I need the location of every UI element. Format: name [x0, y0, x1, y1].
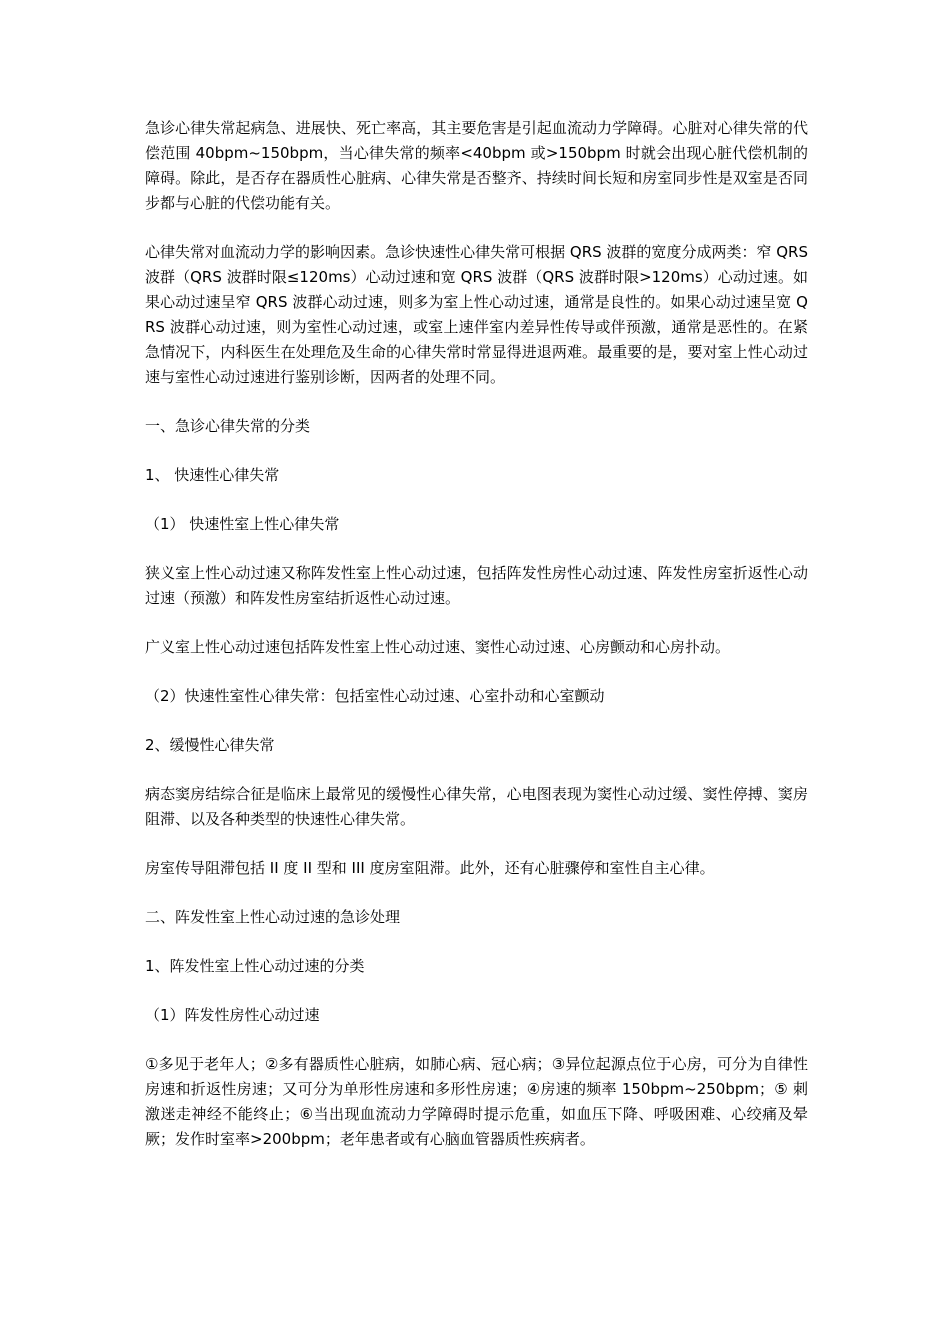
paragraph-qrs: 心律失常对血流动力学的影响因素。急诊快速性心律失常可根据 QRS 波群的宽度分成两类：窄 QRS 波群（QRS 波群时限≤120ms）心动过速和宽 QRS 波群（QRS 波群时限>120ms）心动过速。如果心动过速呈窄 QRS 波群心动过速，则多为室上性心动过速，通常是良性的。如果心动过速呈宽 QRS 波群心动过速，则为室性心动过速，或室上速伴室内差异性传导或伴预激，通常是恶性的。在紧急情况下，内科医生在处理危及生命的心律失常时常显得进退两难。最重要的是，要对室上性心动过速与室性心动过速进行鉴别诊断，因两者的处理不同。 — [145, 243, 808, 386]
heading-classification: 一、急诊心律失常的分类 — [145, 417, 311, 435]
heading-psvt-classification: 1、阵发性室上性心动过速的分类 — [145, 957, 365, 975]
paragraph-av-block: 房室传导阻滞包括 II 度 II 型和 III 度房室阻滞。此外，还有心脏骤停和室性自主心律。 — [145, 859, 715, 877]
heading-bradyarrhythmia: 2、缓慢性心律失常 — [145, 736, 275, 754]
heading-ventricular: （2）快速性室性心律失常：包括室性心动过速、心室扑动和心室颤动 — [145, 687, 605, 705]
paragraph-sick-sinus: 病态窦房结综合征是临床上最常见的缓慢性心律失常，心电图表现为窦性心动过缓、窦性停搏、窦房阻滞、以及各种类型的快速性心律失常。 — [145, 785, 808, 828]
paragraph-broad-svt: 广义室上性心动过速包括阵发性室上性心动过速、窦性心动过速、心房颤动和心房扑动。 — [145, 638, 731, 656]
paragraph-intro: 急诊心律失常起病急、进展快、死亡率高，其主要危害是引起血流动力学障碍。心脏对心律失常的代偿范围 40bpm~150bpm，当心律失常的频率<40bpm 或>150bpm 时就会出现心脏代偿机制的障碍。除此，是否存在器质性心脏病、心律失常是否整齐、持续时间长短和房室同步性是双室是否同步都与心脏的代偿功能有关。 — [145, 119, 808, 212]
paragraph-narrow-svt: 狭义室上性心动过速又称阵发性室上性心动过速，包括阵发性房性心动过速、阵发性房室折返性心动过速（预激）和阵发性房室结折返性心动过速。 — [145, 564, 808, 607]
heading-svt: （1） 快速性室上性心律失常 — [145, 515, 340, 533]
heading-tachyarrhythmia: 1、 快速性心律失常 — [145, 466, 280, 484]
paragraph-atrial-tachycardia: ①多见于老年人；②多有器质性心脏病，如肺心病、冠心病；③异位起源点位于心房，可分为自律性房速和折返性房速；又可分为单形性房速和多形性房速；④房速的频率 150bpm~250bpm；⑤ 刺激迷走神经不能终止；⑥当出现血流动力学障碍时提示危重，如血压下降、呼吸困难、心绞痛及晕厥；发作时室率>200bpm；老年患者或有心脑血管器质性疾病者。 — [145, 1055, 808, 1148]
heading-atrial-tachycardia: （1）阵发性房性心动过速 — [145, 1006, 320, 1024]
heading-psvt-treatment: 二、阵发性室上性心动过速的急诊处理 — [145, 908, 401, 926]
document-page — [145, 116, 808, 1176]
